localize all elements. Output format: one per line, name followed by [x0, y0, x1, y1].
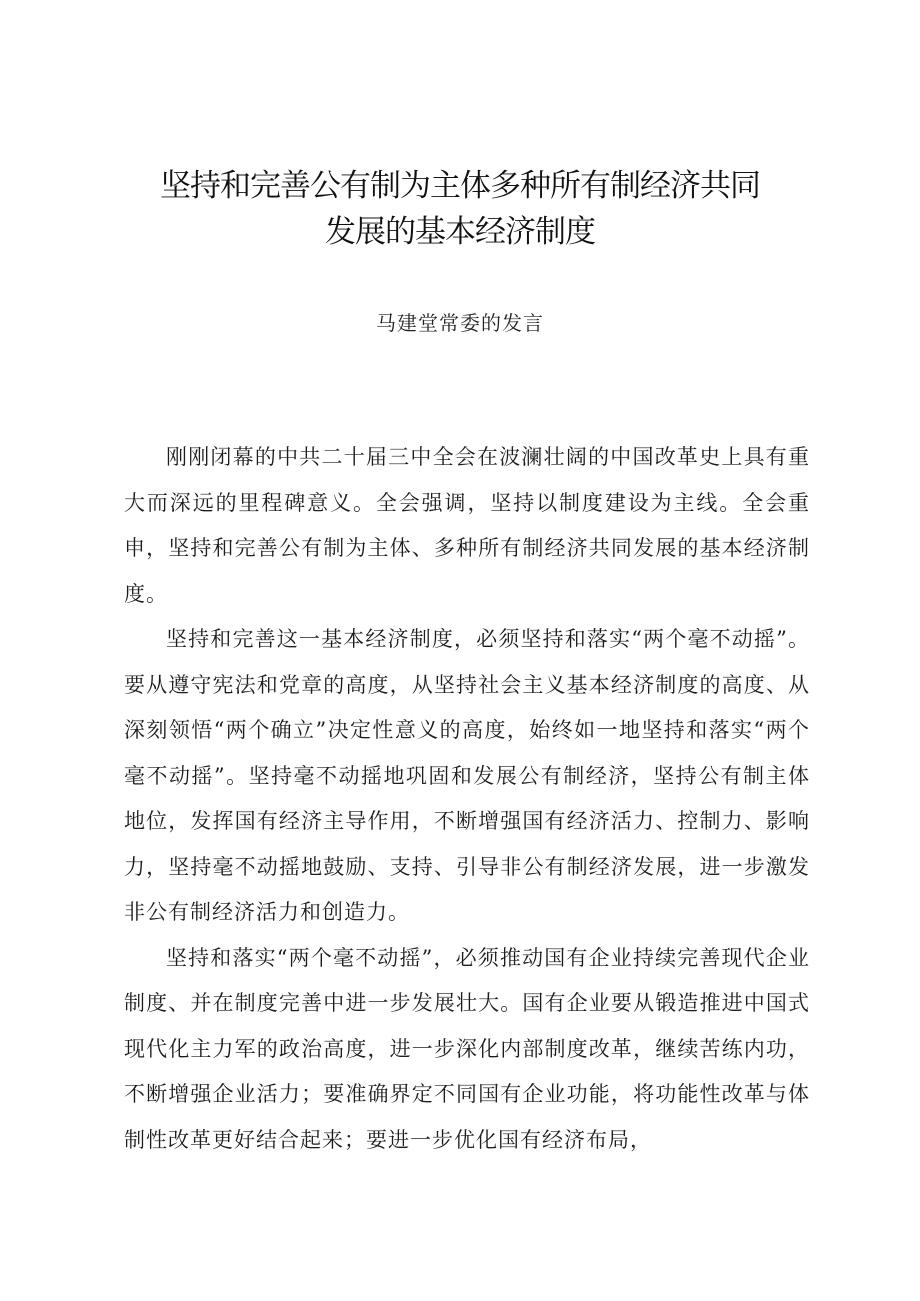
paragraph-2: 坚持和完善这一基本经济制度，必须坚持和落实“两个毫不动摇”。要从遵守宪法和党章的高度，从坚持社会主义基本经济制度的高度、从深刻领悟“两个确立”决定性意义的高度，始终如一地坚持和落实“两个毫不动摇”。坚持毫不动摇地巩固和发展公有制经济，坚持公有制主体地位，发挥国有经济主导作用，不断增强国有经济活力、控制力、影响力，坚持毫不动摇地鼓励、支持、引导非公有制经济发展，进一步激发非公有制经济活力和创造力。: [124, 627, 810, 924]
title-line-1: 坚持和完善公有制为主体多种所有制经济共同: [160, 168, 760, 204]
title-line-2: 发展的基本经济制度: [325, 214, 595, 250]
paragraph-1: 刚刚闭幕的中共二十届三中全会在波澜壮阔的中国改革史上具有重大而深远的里程碑意义。全会强调，坚持以制度建设为主线。全会重申，坚持和完善公有制为主体、多种所有制经济共同发展的基本经济制度。: [124, 445, 810, 606]
paragraph-3: 坚持和落实“两个毫不动摇”，必须推动国有企业持续完善现代企业制度、并在制度完善中进一步发展壮大。国有企业要从锻造推进中国式现代化主力军的政治高度，进一步深化内部制度改革，继续苦练内功，不断增强企业活力；要准确界定不同国有企业功能，将功能性改革与体制性改革更好结合起来；要进一步优化国有经济布局，: [124, 945, 810, 1152]
document-title: [100, 163, 820, 255]
speaker-byline: 马建堂常委的发言: [376, 311, 544, 335]
document-body: [124, 435, 810, 1163]
